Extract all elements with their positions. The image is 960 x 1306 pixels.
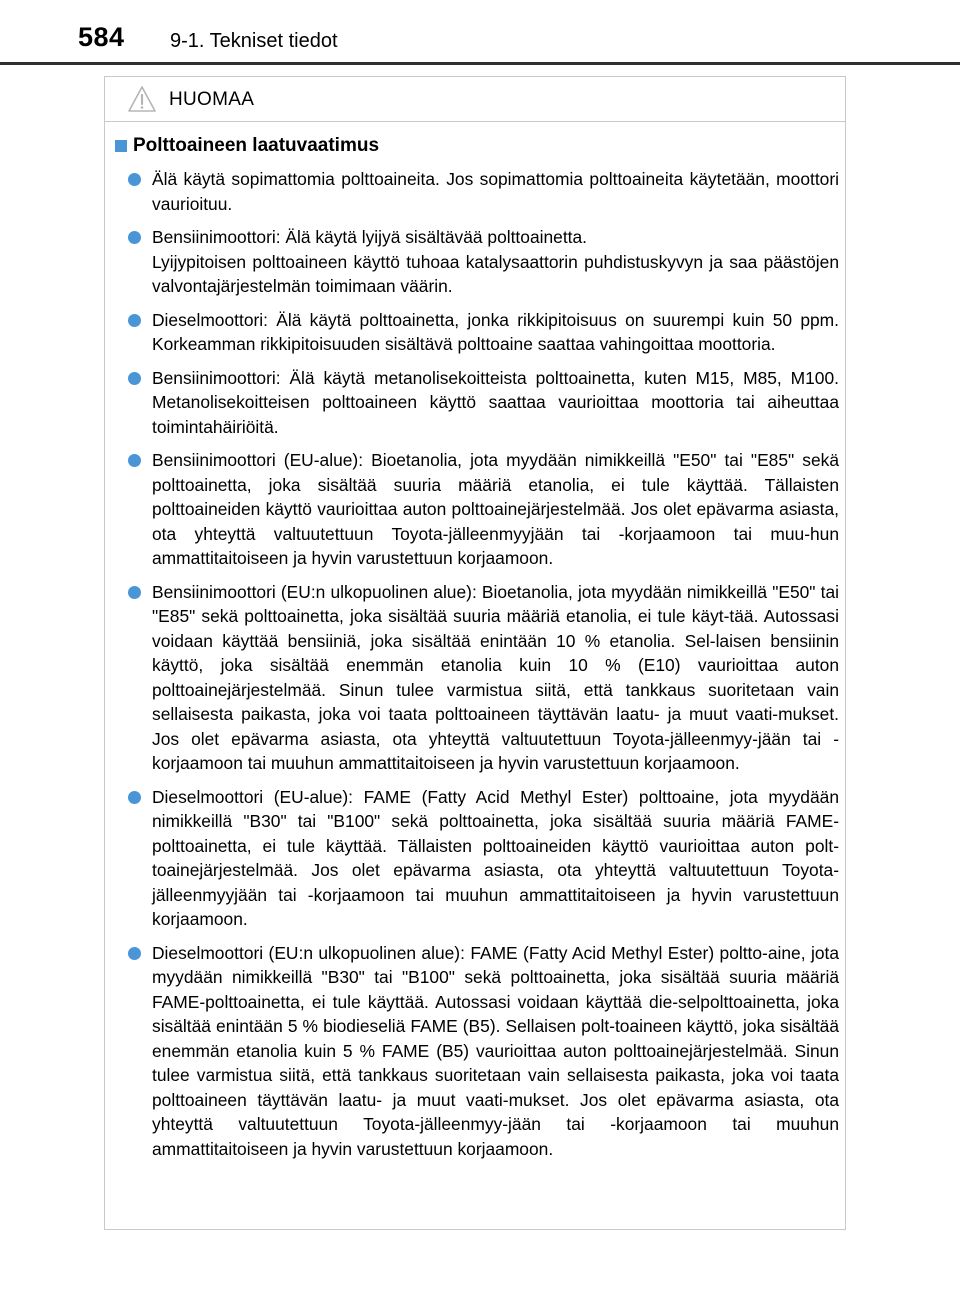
list-item-text: Bensiinimoottori: Älä käytä metanolisekoitteista polttoainetta, kuten M15, M85, M100. Metanolisekoitteisen polttoaineen käyttö saattaa vaurioittaa moottoria tai aiheuttaa toimintahäiriöitä.	[152, 367, 839, 437]
notice-header	[105, 77, 845, 122]
section-title: 9-1. Tekniset tiedot	[170, 30, 338, 52]
bullet-dot-icon	[128, 314, 141, 327]
bullet-dot-icon	[128, 454, 141, 467]
bullet-dot-icon	[128, 947, 141, 960]
bullet-dot-icon	[128, 791, 141, 804]
bullet-dot-icon	[128, 586, 141, 599]
list-item-text: Bensiinimoottori (EU:n ulkopuolinen alue): Bioetanolia, jota myydään nimikkeillä "E50" tai "E85" sekä polttoainetta, joka sisältää suuria määriä etanolia, ei tule käyt-tää. Autossasi voidaan käyttää bensiiniä, joka sisältää enintään 10 % etanolia. Sel-laisen bensiinin käyttö, joka sisältää enemmän etanolia kuin 10 % (E10) vaurioittaa auton polttoainejärjestelmää. Sinun tulee varmistua siitä, että tankkaus suoritetaan vain sellaisesta paikasta, joka voi taata polttoaineen täyttävän laatu- ja muut vaati-mukset. Jos olet epävarma asiasta, ota yhteyttä valtuutettuun Toyota-jälleenmyy-jään tai -korjaamoon tai muuhun ammattitaitoiseen ja hyvin varustettuun korjaamoon.	[152, 581, 839, 773]
list-item-text: Dieselmoottori (EU:n ulkopuolinen alue): FAME (Fatty Acid Methyl Ester) poltto-aine, jota myydään nimikkeillä "B30" tai "B100" sekä polttoainetta, joka sisältää suuria määriä FAME-polttoainetta, ei tule käyttää. Autossasi voidaan käyttää die-selpolttoainetta, joka sisältää enintään 5 % biodieseliä FAME (B5). Sellaisen polt-toaineen käyttö, joka sisältää enemmän etanolia kuin 5 % FAME (B5) vaurioittaa auton polttoainejärjestelmää. Sinun tulee varmistua siitä, että tankkaus suoritetaan vain sellaisesta paikasta, joka voi taata polttoaineen täyttävän laatu- ja muut vaati-mukset. Jos olet epävarma asiasta, ota yhteyttä valtuutettuun Toyota-jälleenmyy-jään tai -korjaamoon tai muuhun ammattitaitoiseen ja hyvin varustettuun korjaamoon.	[152, 942, 839, 1159]
warning-triangle-icon	[127, 85, 157, 113]
list-item	[105, 448, 845, 571]
square-bullet-icon	[115, 140, 127, 152]
notice-list	[105, 167, 845, 1161]
notice-title: HUOMAA	[169, 89, 255, 110]
notice-subheading	[115, 133, 845, 159]
list-item	[105, 580, 845, 776]
list-item	[105, 785, 845, 932]
list-item	[105, 366, 845, 440]
page-header	[0, 0, 960, 64]
header-rule	[0, 62, 960, 65]
list-item	[105, 167, 845, 216]
subheading-text: Polttoaineen laatuvaatimus	[133, 135, 380, 156]
notice-body	[105, 133, 845, 1170]
notice-box	[104, 76, 846, 1230]
list-item-text: Bensiinimoottori (EU-alue): Bioetanolia, jota myydään nimikkeillä "E50" tai "E85" sekä polttoainetta, joka sisältää suuria määriä etanolia, ei tule käyttää. Tällaisten polttoaineiden käyttö vaurioittaa auton polttoainejärjestelmää. Jos olet epävarma asiasta, ota yhteyttä valtuutettuun Toyota-jälleenmyyjään tai -korjaamoon tai muu-hun ammattitaitoiseen ja hyvin varustettuun korjaamoon.	[152, 450, 839, 568]
page-number: 584	[78, 22, 125, 52]
list-item-text: Älä käytä sopimattomia polttoaineita. Jos sopimattomia polttoaineita käytetään, moottori vaurioituu.	[152, 169, 839, 214]
bullet-dot-icon	[128, 231, 141, 244]
list-item	[105, 308, 845, 357]
list-item	[105, 225, 845, 299]
list-item	[105, 941, 845, 1162]
bullet-dot-icon	[128, 372, 141, 385]
list-item-text: Bensiinimoottori: Älä käytä lyijyä sisältävää polttoainetta. Lyijypitoisen polttoaineen käyttö tuhoaa katalysaattorin puhdistuskyvyn ja saa päästöjen valvontajärjestelmän toimimaan väärin.	[152, 227, 839, 296]
list-item-text: Dieselmoottori (EU-alue): FAME (Fatty Acid Methyl Ester) polttoaine, jota myydään nimikkeillä "B30" tai "B100" sekä polttoainetta, joka sisältää suuria määriä FAME-polttoainetta, ei tule käyttää. Tällaisten polttoaineiden käyttö vaurioittaa auton polt-toainejärjestelmää. Jos olet epävarma asiasta, ota yhteyttä valtuutettuun Toyota-jälleenmyyjään tai -korjaamoon tai muuhun ammattitaitoiseen ja hyvin varustettuun korjaamoon.	[152, 786, 839, 929]
bullet-dot-icon	[128, 173, 141, 186]
list-item-text: Dieselmoottori: Älä käytä polttoainetta, jonka rikkipitoisuus on suurempi kuin 50 ppm. Korkeamman rikkipitoisuuden sisältävä polttoaine saattaa vahingoittaa moottoria.	[152, 309, 839, 354]
